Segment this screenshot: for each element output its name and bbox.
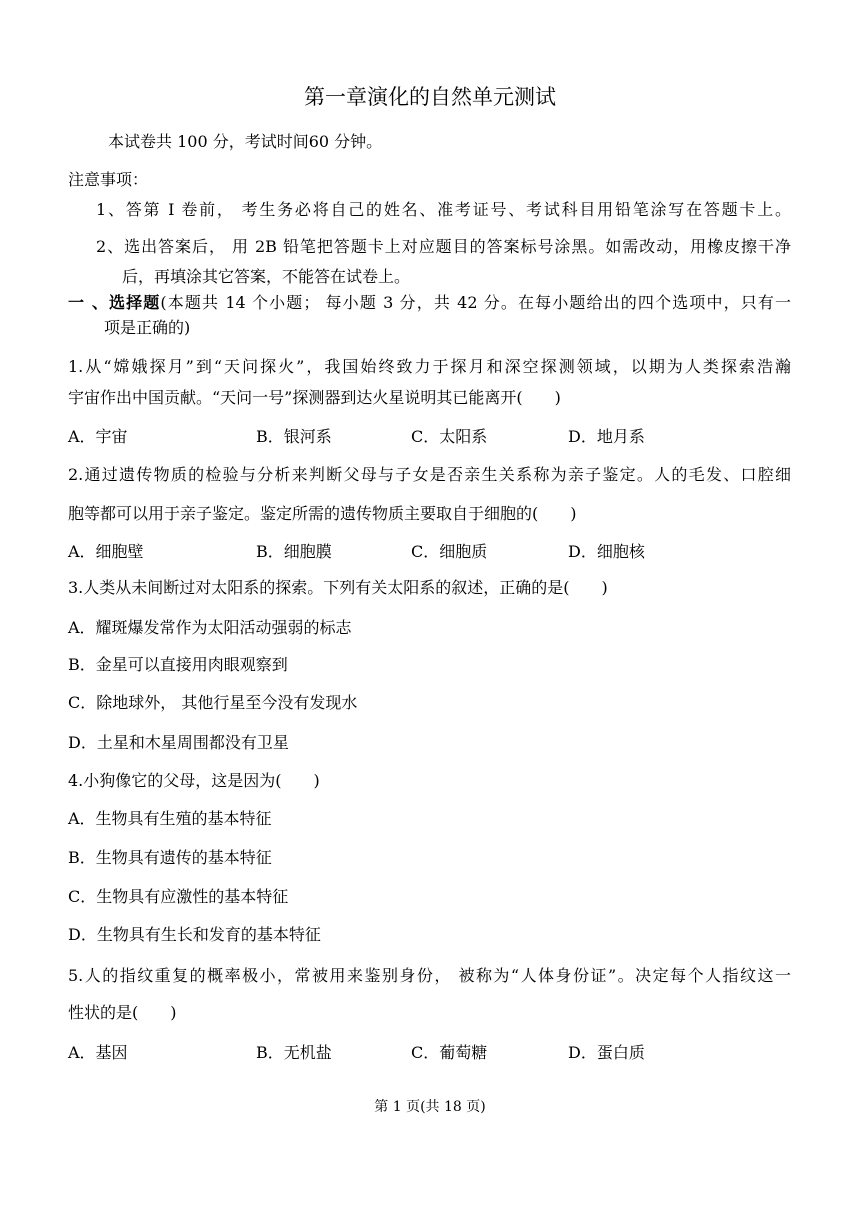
- question-4-option-a: A．生物具有生殖的基本特征: [68, 809, 272, 828]
- question-5-option-b: B．无机盐: [256, 1043, 332, 1062]
- question-5-option-a: A．基因: [68, 1043, 128, 1062]
- question-5-option-d: D．蛋白质: [568, 1043, 645, 1062]
- question-2-option-c: C．细胞质: [411, 542, 488, 561]
- section-number: 一 、: [68, 293, 109, 312]
- notice-item-2-continued: 后，再填涂其它答案，不能答在试卷上。: [122, 267, 411, 286]
- question-1-line-2: 宇宙作出中国贡献。“天问一号”探测器到达火星说明其已能离开( ): [68, 388, 561, 407]
- question-5-option-c: C．葡萄糖: [411, 1043, 488, 1062]
- notice-heading: 注意事项：: [68, 170, 149, 189]
- question-1-option-a: A．宇宙: [68, 427, 128, 446]
- question-4-option-c: C．生物具有应激性的基本特征: [68, 887, 289, 906]
- question-3-option-b: B．金星可以直接用肉眼观察到: [68, 655, 288, 674]
- question-3-option-d: D．土星和木星周围都没有卫星: [68, 733, 289, 752]
- question-2-option-a: A．细胞壁: [68, 542, 144, 561]
- page-number-footer: 第 1 页(共 18 页): [374, 1099, 486, 1115]
- question-2-line-2: 胞等都可以用于亲子鉴定。鉴定所需的遗传物质主要取自于细胞的( ): [68, 504, 577, 523]
- question-1-option-d: D．地月系: [568, 427, 645, 446]
- question-3-option-c: C．除地球外， 其他行星至今没有发现水: [68, 693, 358, 712]
- section-label: 选择题: [108, 293, 161, 312]
- question-2-option-d: D．细胞核: [568, 542, 645, 561]
- exam-intro: 本试卷共 100 分，考试时间60 分钟。: [108, 132, 383, 151]
- question-4-option-b: B．生物具有遗传的基本特征: [68, 848, 272, 867]
- question-4-option-d: D．生物具有生长和发育的基本特征: [68, 925, 321, 944]
- notice-item-1: 1、答第 I 卷前， 考生务必将自己的姓名、准考证号、考试科目用铅笔涂写在答题卡上。: [96, 200, 791, 219]
- question-2-line-1: 2.通过遗传物质的检验与分析来判断父母与子女是否亲生关系称为亲子鉴定。人的毛发、口腔细: [68, 465, 791, 484]
- question-1-option-c: C．太阳系: [411, 427, 488, 446]
- page-title: 第一章演化的自然单元测试: [304, 85, 556, 109]
- notice-item-2: 2、选出答案后， 用 2B 铅笔把答题卡上对应题目的答案标号涂黑。如需改动，用橡皮擦干净: [96, 237, 791, 256]
- question-5-line-1: 5.人的指纹重复的概率极小，常被用来鉴别身份， 被称为“人体身份证”。决定每个人指纹这一: [68, 966, 791, 985]
- section-description: (本题共 14 个小题； 每小题 3 分，共 42 分。在每小题给出的四个选项中，只有一: [160, 293, 791, 312]
- question-2-option-b: B．细胞膜: [256, 542, 332, 561]
- question-4-line-1: 4.小狗像它的父母，这是因为( ): [68, 771, 320, 790]
- question-3-option-a: A．耀斑爆发常作为太阳活动强弱的标志: [68, 618, 352, 637]
- question-5-line-2: 性状的是( ): [68, 1003, 177, 1022]
- question-3-line-1: 3.人类从未间断过对太阳系的探索。下列有关太阳系的叙述，正确的是( ): [68, 578, 608, 597]
- question-1-option-b: B．银河系: [256, 427, 332, 446]
- section-heading: [68, 292, 791, 314]
- question-1-line-1: 1.从“嫦娥探月”到“天问探火”，我国始终致力于探月和深空探测领域，以期为人类探索浩瀚: [68, 357, 791, 376]
- section-description-continued: 项是正确的): [104, 318, 191, 337]
